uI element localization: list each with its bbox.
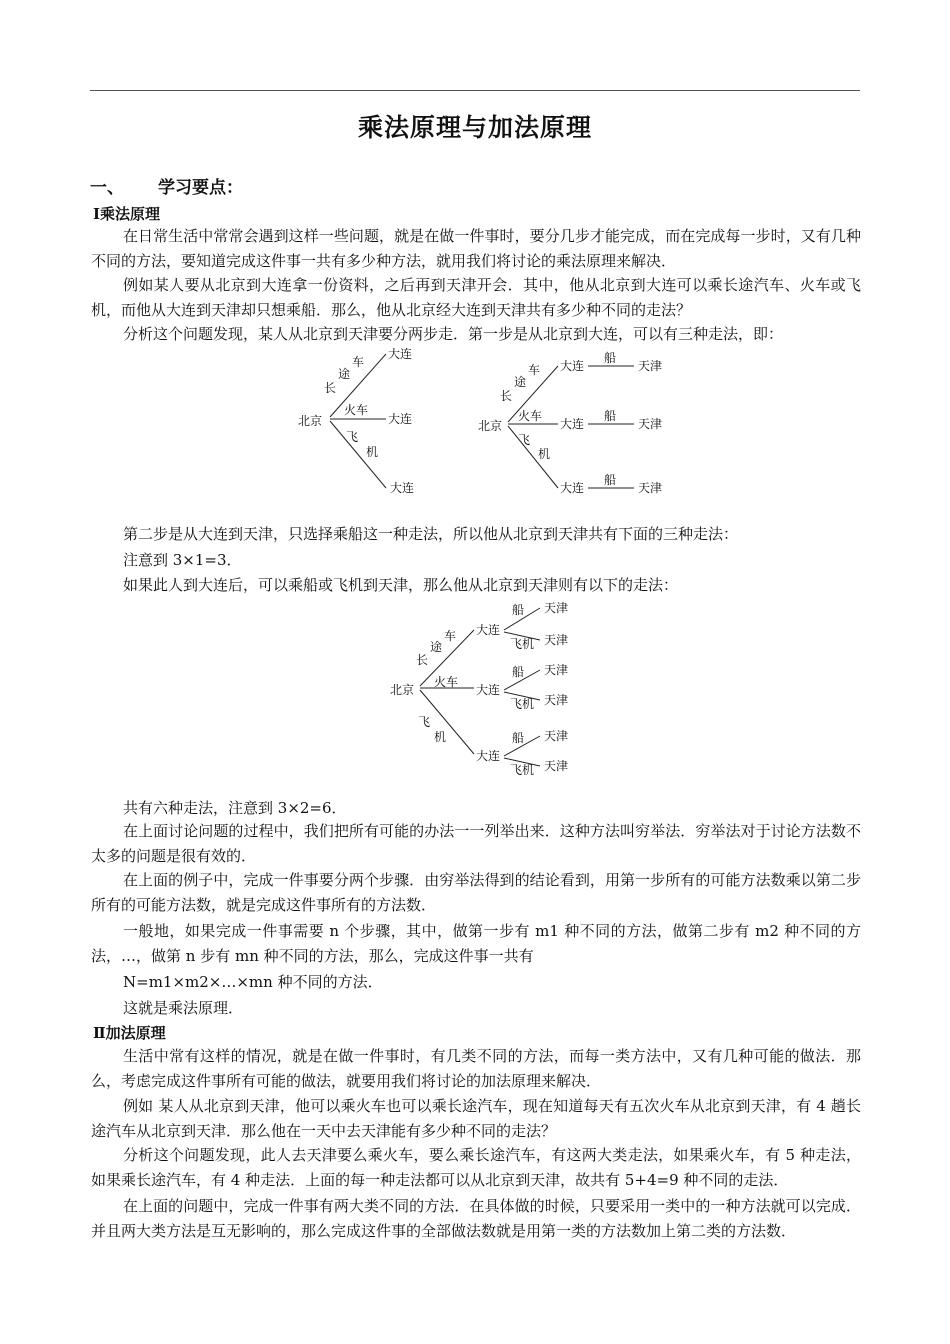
node-tianjin: 天津 (544, 759, 569, 773)
node-dalian: 大连 (476, 623, 501, 637)
paragraph: 在上面的问题中，完成一件事有两大类不同的方法．在具体做的时候，只要采用一类中的一种方法就可以完成．并且两大类方法是互无影响的，那么完成这件事的全部做法数就是用第一类的方法数加上第二类的方法数． (91, 1197, 861, 1240)
subheading-multiplication: Ⅰ乘法原理 (93, 205, 161, 223)
paragraph: 共有六种走法，注意到 3×2=6． (123, 799, 347, 817)
paragraph: 在上面讨论问题的过程中，我们把所有可能的办法一一列举出来．这种方法叫穷举法．穷举法对于讨论方法数不太多的问题是很有效的． (91, 822, 861, 865)
label-bus: 途 (338, 367, 351, 381)
paragraph: 在上面的例子中，完成一件事要分两个步骤．由穷举法得到的结论看到，用第一步所有的可能方法数乘以第二步所有的可能方法数，就是完成这件事所有的方法数． (91, 871, 861, 914)
label-train: 火车 (434, 675, 459, 689)
label-bus: 途 (430, 640, 443, 654)
header-rule (90, 90, 860, 91)
node-tianjin: 天津 (544, 663, 569, 677)
formula: N=m1×m2×…×mn 种不同的方法． (123, 973, 383, 991)
paragraph: 例如 某人从北京到天津，他可以乘火车也可以乘长途汽车，现在知道每天有五次火车从北京到天津，有 4 趟长途汽车从北京到天津．那么他在一天中去天津能有多少种不同的走法？ (91, 1097, 861, 1140)
tree-diagram-1 (290, 342, 430, 502)
label-ship: 船 (512, 665, 525, 679)
label-plane: 机 (366, 445, 379, 459)
paragraph: 分析这个问题发现，某人从北京到天津要分两步走．第一步是从北京到大连，可以有三种走法，即： (123, 325, 784, 343)
paragraph: 一般地，如果完成一件事需要 n 个步骤，其中，做第一步有 m1 种不同的方法，做第二步有 m2 种不同的方法，…，做第 n 步有 mn 种不同的方法，那么，完成这件事一共有 (91, 922, 861, 965)
node-tianjin: 天津 (544, 693, 569, 707)
label-train: 火车 (344, 403, 369, 417)
paragraph: 生活中常有这样的情况，就是在做一件事时，有几类不同的方法，而每一类方法中，又有几种可能的做法．那么，考虑完成这件事所有可能的做法，就要用我们将讨论的加法原理来解决． (91, 1047, 861, 1090)
node-beijing: 北京 (390, 683, 415, 697)
paragraph: 例如某人要从北京到大连拿一份资料，之后再到天津开会．其中，他从北京到大连可以乘长途汽车、火车或飞机，而他从大连到天津却只想乘船．那么，他从北京经大连到天津共有多少种不同的走法？ (91, 276, 861, 319)
node-tianjin: 天津 (544, 601, 569, 615)
paragraph: 这就是乘法原理． (123, 999, 244, 1017)
tree-diagram-3 (384, 596, 584, 781)
tree-diagram-2 (474, 342, 674, 502)
page-title: 乘法原理与加法原理 (357, 113, 592, 142)
paragraph: 第二步是从大连到天津，只选择乘船这一种走法，所以他从北京到天津共有下面的三种走法： (123, 525, 739, 543)
label-bus: 车 (444, 629, 457, 643)
label-bus: 车 (528, 363, 541, 377)
label-bus: 长 (324, 381, 337, 395)
node-dalian: 大连 (388, 347, 413, 361)
node-dalian: 大连 (390, 481, 415, 495)
node-tianjin: 天津 (544, 729, 569, 743)
label-bus: 长 (416, 653, 429, 667)
label-ship: 船 (604, 351, 617, 365)
node-tianjin: 天津 (638, 359, 663, 373)
label-ship: 船 (604, 409, 617, 423)
label-plane: 飞机 (510, 637, 535, 651)
node-dalian: 大连 (476, 683, 501, 697)
paragraph: 分析这个问题发现，此人去天津要么乘火车，要么乘长途汽车，有这两大类走法，如果乘火车，有 5 种走法，如果乘长途汽车，有 4 种走法．上面的每一种走法都可以从北京到天津，故共有 5+4=9 种不同的走法． (91, 1146, 861, 1189)
label-plane: 飞 (346, 430, 359, 444)
node-dalian: 大连 (476, 749, 501, 763)
label-plane: 飞 (418, 715, 431, 729)
node-dalian: 大连 (560, 481, 585, 495)
label-bus: 长 (500, 389, 513, 403)
label-plane: 机 (434, 730, 447, 744)
label-ship: 船 (604, 473, 617, 487)
label-bus: 途 (514, 375, 527, 389)
subheading-addition: Ⅱ加法原理 (93, 1024, 166, 1042)
node-tianjin: 天津 (544, 633, 569, 647)
node-tianjin: 天津 (638, 417, 663, 431)
paragraph: 在日常生活中常常会遇到这样一些问题，就是在做一件事时，要分几步才能完成，而在完成每一步时，又有几种不同的方法，要知道完成这件事一共有多少种方法，就用我们将讨论的乘法原理来解决． (91, 227, 861, 270)
node-beijing: 北京 (478, 419, 503, 433)
section-heading (90, 173, 243, 198)
paragraph: 如果此人到大连后，可以乘船或飞机到天津，那么他从北京到天津则有以下的走法： (123, 576, 679, 594)
label-ship: 船 (512, 603, 525, 617)
node-beijing: 北京 (298, 414, 323, 428)
paragraph: 注意到 3×1=3． (123, 551, 242, 569)
label-plane: 机 (538, 447, 551, 461)
label-plane: 飞机 (510, 697, 535, 711)
node-dalian: 大连 (560, 359, 585, 373)
label-bus: 车 (352, 355, 365, 369)
node-dalian: 大连 (560, 417, 585, 431)
section-label: 学习要点： (158, 178, 243, 198)
label-ship: 船 (512, 731, 525, 745)
node-tianjin: 天津 (638, 481, 663, 495)
section-number: 一、 (90, 178, 124, 198)
label-train: 火车 (518, 409, 543, 423)
branch-line (508, 426, 558, 488)
label-plane: 飞 (518, 433, 531, 447)
label-plane: 飞机 (510, 763, 535, 777)
node-dalian: 大连 (388, 412, 413, 426)
